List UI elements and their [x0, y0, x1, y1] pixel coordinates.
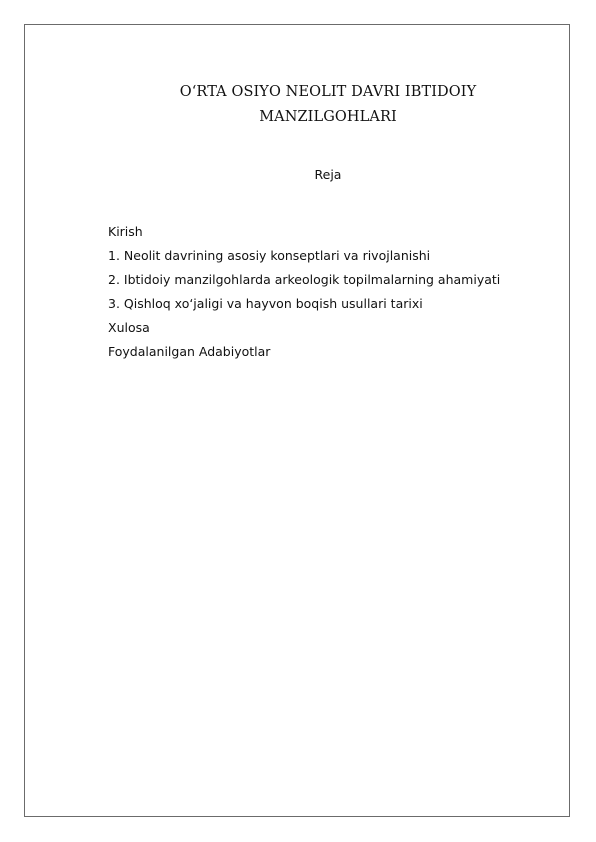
toc-item-references: Foydalanilgan Adabiyotlar	[108, 344, 271, 359]
toc-item-1: 1. Neolit davrining asosiy konseptlari va rivojlanishi	[108, 248, 431, 263]
toc-item-intro: Kirish	[108, 224, 143, 239]
document-title	[100, 80, 556, 130]
plan-heading: Reja	[314, 167, 342, 182]
page-border	[24, 24, 570, 817]
table-of-contents	[84, 220, 552, 364]
toc-item-2: 2. Ibtidoiy manzilgohlarda arkeologik topilmalarning ahamiyati	[108, 272, 501, 287]
toc-item-conclusion: Xulosa	[108, 320, 150, 335]
title-line-2: MANZILGOHLARI	[259, 109, 397, 125]
toc-item-3: 3. Qishloq xo‘jaligi va hayvon boqish usullari tarixi	[108, 296, 423, 311]
title-line-1: O‘RTA OSIYO NEOLIT DAVRI IBTIDOIY	[179, 84, 477, 100]
